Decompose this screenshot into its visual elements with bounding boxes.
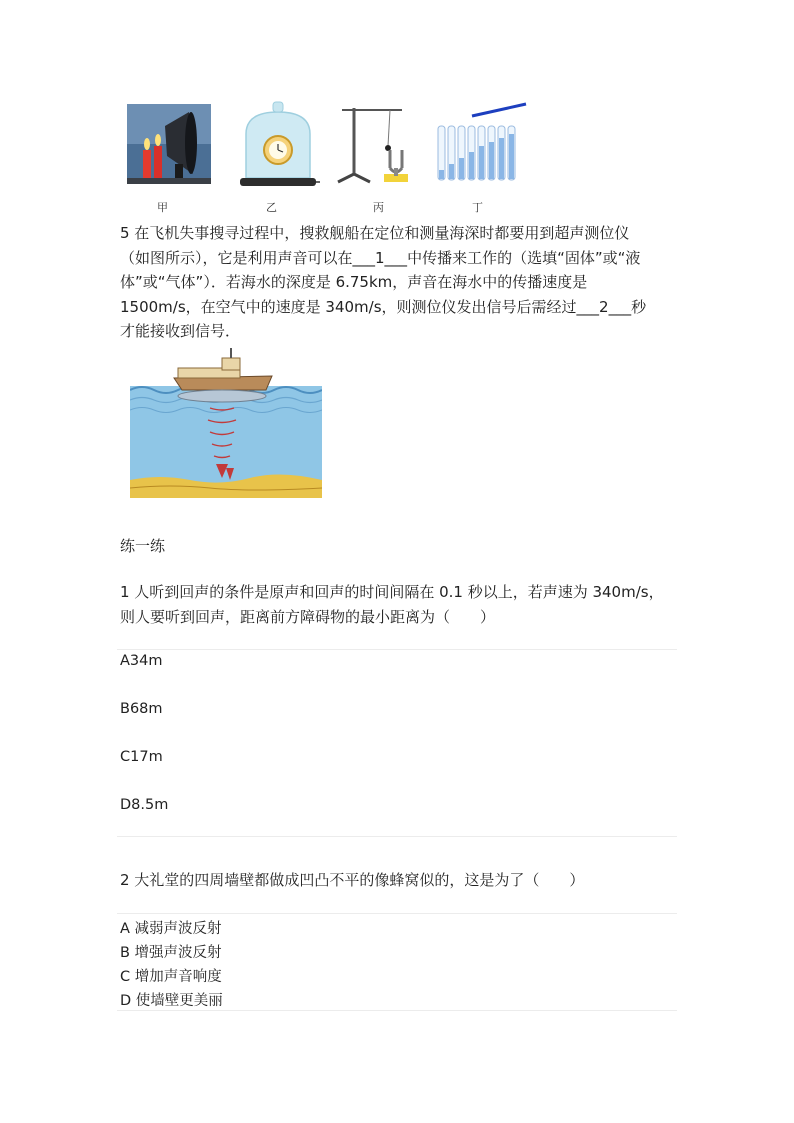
- question-1: [120, 580, 680, 629]
- q5-line-1: 5 在飞机失事搜寻过程中，搜救舰船在定位和测量海深时都要用到超声测位仪: [120, 224, 630, 242]
- q5-line-3: 体”或“气体”）．若海水的深度是 6.75km，声音在海水中的传播速度是: [120, 273, 588, 291]
- q1-line-2: 则人要听到回声，距离前方障碍物的最小距离为（ ）: [120, 607, 496, 626]
- figure-label-ding: 丁: [472, 201, 483, 214]
- answer-blank-2: ___2___: [576, 297, 632, 316]
- question-5: [120, 221, 680, 344]
- q1-line-1: 1 人听到回声的条件是原声和回声的时间间隔在 0.1 秒以上，若声速为 340m/s，: [120, 583, 664, 601]
- q1-option-a[interactable]: A34m: [120, 653, 163, 669]
- q1-options-top-divider: [117, 649, 677, 650]
- figure-bing-tuning-fork: [332, 102, 416, 186]
- answer-blank-1: ___1___: [352, 248, 408, 267]
- q2-option-a[interactable]: A 减弱声波反射: [120, 921, 222, 937]
- section-title: 练一练: [120, 537, 166, 555]
- q1-option-b[interactable]: B68m: [120, 701, 163, 717]
- figure-label-jia: 甲: [157, 201, 168, 214]
- figure-jia: [127, 104, 211, 184]
- figure-ding-bottles: [434, 102, 530, 186]
- figure-label-bing: 丙: [373, 201, 384, 214]
- q2-option-d[interactable]: D 使墙壁更美丽: [120, 993, 223, 1009]
- q5-line-2: （如图所示），它是利用声音可以在___1___中传播来工作的（选填“固体”或“液: [120, 248, 641, 267]
- q2-option-b[interactable]: B 增强声波反射: [120, 945, 222, 961]
- question-2-stem: 2 大礼堂的四周墙壁都做成凹凸不平的像蜂窝似的，这是为了（ ）: [120, 871, 585, 889]
- q2-option-c[interactable]: C 增加声音响度: [120, 969, 222, 985]
- q2-options-top-divider: [117, 913, 677, 914]
- q1-option-d[interactable]: D8.5m: [120, 797, 169, 813]
- q5-line-4: 1500m/s，在空气中的速度是 340m/s，则测位仪发出信号后需经过___2___秒: [120, 297, 647, 316]
- sonar-ship-illustration: [130, 346, 322, 498]
- q1-option-c[interactable]: C17m: [120, 749, 163, 765]
- q1-options-bottom-divider: [117, 836, 677, 837]
- figure-yi-bell-jar: [236, 100, 320, 190]
- q2-options-bottom-divider: [117, 1010, 677, 1011]
- figure-label-yi: 乙: [266, 201, 277, 214]
- q5-line-5: 才能接收到信号．: [120, 322, 241, 340]
